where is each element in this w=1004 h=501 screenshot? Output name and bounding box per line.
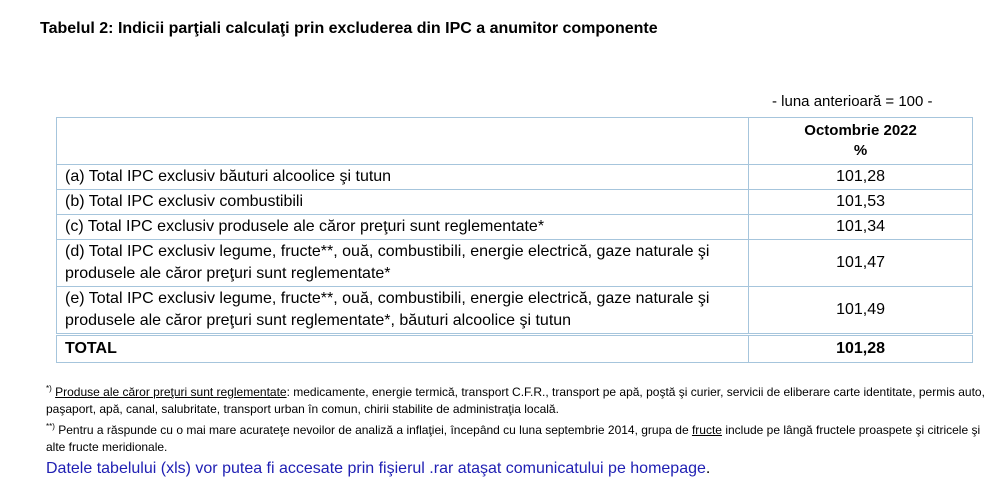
- table-row: [57, 165, 973, 190]
- row-value: 101,53: [749, 190, 973, 215]
- unit-note: - luna anterioară = 100 -: [772, 93, 933, 110]
- table-row: [57, 240, 973, 287]
- footnote-1-term: Produse ale căror preţuri sunt reglementate: [55, 385, 287, 399]
- footnote-2-term: fructe: [691, 423, 722, 437]
- header-label-cell: [57, 118, 749, 165]
- footnote-2-mark: **): [46, 422, 55, 431]
- row-label: (a) Total IPC exclusiv băuturi alcoolice şi tutun: [57, 165, 749, 190]
- footnote-2-text-b: include pe lângă fructele proaspete şi citricele şi alte fructe meridionale.: [46, 423, 981, 454]
- footnote-1: [46, 380, 996, 418]
- header-period: Octombrie 2022: [804, 122, 917, 139]
- row-value: 101,49: [749, 287, 973, 335]
- footnotes: [46, 380, 996, 479]
- header-value-cell: [749, 118, 973, 165]
- table-header-row: [57, 118, 973, 165]
- data-file-note: [46, 459, 996, 479]
- footnote-1-mark: *): [46, 384, 52, 393]
- table-title: Tabelul 2: Indicii parţiali calculaţi prin excluderea din IPC a anumitor componente: [40, 20, 658, 37]
- header-unit: %: [853, 142, 868, 159]
- row-label: (d) Total IPC exclusiv legume, fructe**, ouă, combustibili, energie electrică, gaze naturale şi produsele ale căror preţuri sunt reglementate*: [57, 240, 749, 287]
- row-label: (c) Total IPC exclusiv produsele ale căror preţuri sunt reglementate*: [57, 215, 749, 240]
- indices-table: [56, 117, 973, 363]
- table-row: [57, 215, 973, 240]
- row-label: (b) Total IPC exclusiv combustibili: [57, 190, 749, 215]
- data-file-link[interactable]: Datele tabelului (xls) vor putea fi accesate prin fişierul .rar ataşat comunicatului pe homepage: [46, 460, 706, 477]
- row-value: 101,34: [749, 215, 973, 240]
- data-file-period: .: [705, 460, 711, 477]
- footnote-2-text-a: Pentru a răspunde cu o mai mare acurateţe nevoilor de analiză a inflaţiei, începând cu luna septembrie 2014, grupa de: [58, 423, 692, 437]
- footnote-1-text: : medicamente, energie termică, transport C.F.R., transport pe apă, poştă şi curier, servicii de eliberare carte identitate, permis auto, paşaport, apă, canal, salubritate, transport urban în comun, chirii stabilite de administraţia locală.: [46, 385, 985, 416]
- table-row: [57, 190, 973, 215]
- row-label: (e) Total IPC exclusiv legume, fructe**, ouă, combustibili, energie electrică, gaze naturale şi produsele ale căror preţuri sunt reglementate*, băuturi alcoolice şi tutun: [57, 287, 749, 335]
- table-total-row: [57, 335, 973, 363]
- row-value: 101,28: [749, 165, 973, 190]
- table-row: [57, 287, 973, 335]
- footnote-2: [46, 418, 996, 456]
- total-label: TOTAL: [57, 335, 749, 363]
- total-value: 101,28: [749, 335, 973, 363]
- row-value: 101,47: [749, 240, 973, 287]
